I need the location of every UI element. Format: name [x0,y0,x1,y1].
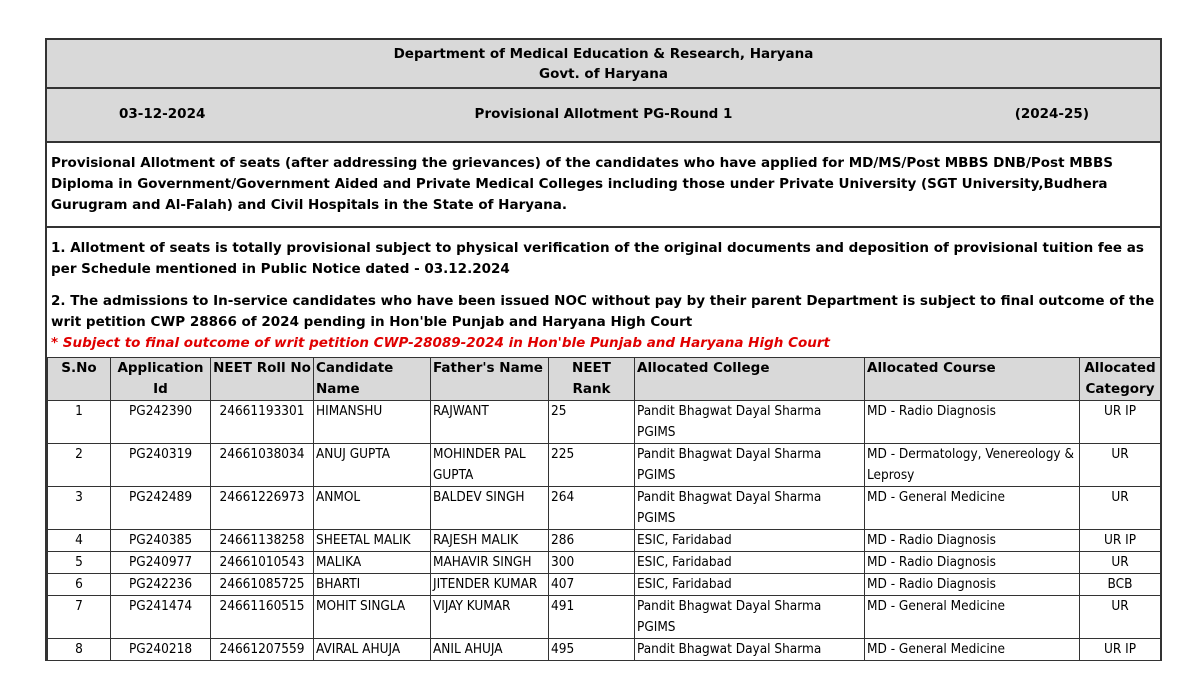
row-allocated-category: BCB [1080,574,1161,596]
allotment-table [47,357,1161,661]
row-allocated-category: UR [1080,487,1161,530]
row-candidate-name: MALIKA [314,552,431,574]
row-allocated-college: ESIC, Faridabad [635,530,865,552]
allotment-document [45,38,1162,661]
row-neet-rank: 286 [549,530,635,552]
row-father-name: MAHAVIR SINGH [431,552,549,574]
row-allocated-course: MD - Radio Diagnosis [865,401,1080,444]
row-neet-rank: 407 [549,574,635,596]
round-info-row [47,89,1160,143]
row-allocated-category: UR IP [1080,639,1161,661]
row-application-id: PG240218 [111,639,211,661]
table-row [48,487,1161,530]
row-allocated-college: Pandit Bhagwat Dayal Sharma PGIMS [635,487,865,530]
row-sno: 6 [48,574,111,596]
row-candidate-name: ANMOL [314,487,431,530]
department-title: Department of Medical Education & Research, Haryana [393,46,814,62]
row-candidate-name: ANUJ GUPTA [314,444,431,487]
row-sno: 1 [48,401,111,444]
row-neet-rank: 225 [549,444,635,487]
row-neet-rank: 491 [549,596,635,639]
table-row [48,574,1161,596]
row-allocated-category: UR IP [1080,530,1161,552]
court-warning: * Subject to final outcome of writ petition CWP-28089-2024 in Hon'ble Punjab and Haryana High Court [51,335,830,351]
table-row [48,444,1161,487]
row-neet-roll: 24661193301 [211,401,314,444]
row-application-id: PG240319 [111,444,211,487]
document-header [47,40,1160,89]
row-allocated-college: Pandit Bhagwat Dayal Sharma PGIMS [635,596,865,639]
row-neet-rank: 264 [549,487,635,530]
row-allocated-college: ESIC, Faridabad [635,574,865,596]
row-sno: 7 [48,596,111,639]
row-father-name: VIJAY KUMAR [431,596,549,639]
row-father-name: RAJWANT [431,401,549,444]
row-sno: 8 [48,639,111,661]
intro-paragraph: Provisional Allotment of seats (after addressing the grievances) of the candidates who have applied for MD/MS/Post MBBS DNB/Post MBBS Diploma in Government/Government Aided and Private Medical Colleges including those under Private University (SGT University,Budhera Gurugram and Al-Falah) and Civil Hospitals in the State of Haryana. [47,143,1160,228]
row-father-name: BALDEV SINGH [431,487,549,530]
header-allocated-category: Allocated Category [1080,358,1161,401]
row-allocated-course: MD - General Medicine [865,487,1080,530]
row-neet-roll: 24661085725 [211,574,314,596]
row-candidate-name: MOHIT SINGLA [314,596,431,639]
round-title: Provisional Allotment PG-Round 1 [474,106,733,122]
header-neet-roll: NEET Roll No [211,358,314,401]
row-allocated-category: UR IP [1080,401,1161,444]
row-father-name: MOHINDER PAL GUPTA [431,444,549,487]
table-row [48,639,1161,661]
row-application-id: PG240977 [111,552,211,574]
row-father-name: ANIL AHUJA [431,639,549,661]
row-application-id: PG240385 [111,530,211,552]
header-allocated-course: Allocated Course [865,358,1080,401]
row-neet-roll: 24661010543 [211,552,314,574]
row-neet-rank: 300 [549,552,635,574]
row-neet-rank: 25 [549,401,635,444]
row-allocated-category: UR [1080,552,1161,574]
row-allocated-course: MD - Dermatology, Venereology & Leprosy [865,444,1080,487]
header-candidate-name: Candidate Name [314,358,431,401]
note-2: 2. The admissions to In-service candidates who have been issued NOC without pay by their parent Department is subject to final outcome of the writ petition CWP 28866 of 2024 pending in Hon'ble Punjab and Haryana High Court [51,293,1155,330]
row-sno: 2 [48,444,111,487]
row-application-id: PG242390 [111,401,211,444]
row-allocated-course: MD - Radio Diagnosis [865,574,1080,596]
table-row [48,401,1161,444]
row-allocated-course: MD - General Medicine [865,639,1080,661]
row-application-id: PG242489 [111,487,211,530]
row-neet-rank: 495 [549,639,635,661]
header-neet-rank: NEET Rank [549,358,635,401]
row-candidate-name: BHARTI [314,574,431,596]
row-allocated-college: Pandit Bhagwat Dayal Sharma PGIMS [635,444,865,487]
row-sno: 3 [48,487,111,530]
publish-date: 03-12-2024 [119,106,206,122]
table-row [48,596,1161,639]
row-neet-roll: 24661138258 [211,530,314,552]
row-allocated-college: Pandit Bhagwat Dayal Sharma PGIMS [635,401,865,444]
row-father-name: JITENDER KUMAR [431,574,549,596]
row-father-name: RAJESH MALIK [431,530,549,552]
row-allocated-category: UR [1080,596,1161,639]
table-row [48,530,1161,552]
row-allocated-category: UR [1080,444,1161,487]
header-father-name: Father's Name [431,358,549,401]
row-candidate-name: SHEETAL MALIK [314,530,431,552]
row-allocated-college: Pandit Bhagwat Dayal Sharma [635,639,865,661]
row-neet-roll: 24661226973 [211,487,314,530]
note-1: 1. Allotment of seats is totally provisional subject to physical verification of the original documents and deposition of provisional tuition fee as per Schedule mentioned in Public Notice dated - 03.12.2024 [51,240,1144,277]
table-row [48,552,1161,574]
row-candidate-name: AVIRAL AHUJA [314,639,431,661]
row-sno: 4 [48,530,111,552]
header-allocated-college: Allocated College [635,358,865,401]
row-neet-roll: 24661207559 [211,639,314,661]
government-title: Govt. of Haryana [539,66,668,82]
row-neet-roll: 24661160515 [211,596,314,639]
row-neet-roll: 24661038034 [211,444,314,487]
header-application-id: Application Id [111,358,211,401]
row-application-id: PG242236 [111,574,211,596]
row-application-id: PG241474 [111,596,211,639]
row-sno: 5 [48,552,111,574]
notes-block [47,228,1160,333]
table-header-row [48,358,1161,401]
row-allocated-course: MD - Radio Diagnosis [865,530,1080,552]
session-year: (2024-25) [1014,106,1089,122]
row-allocated-course: MD - Radio Diagnosis [865,552,1080,574]
row-candidate-name: HIMANSHU [314,401,431,444]
row-allocated-college: ESIC, Faridabad [635,552,865,574]
header-sno: S.No [48,358,111,401]
row-allocated-course: MD - General Medicine [865,596,1080,639]
